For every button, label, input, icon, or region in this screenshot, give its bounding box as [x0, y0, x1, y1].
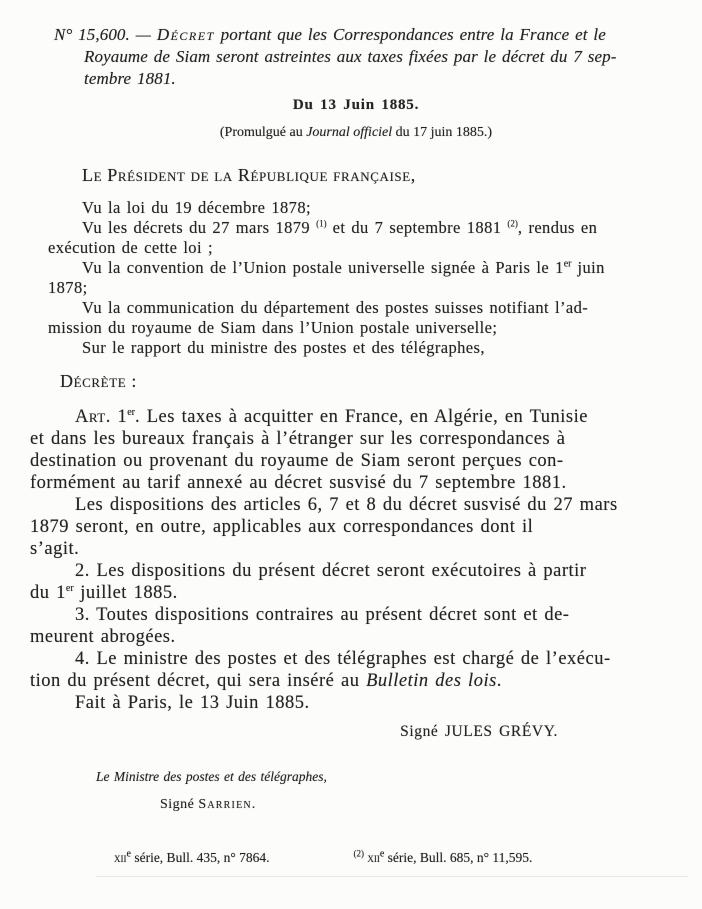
article-1-text-a: . Les taxes à acquitter en France, en Algérie, en Tunisie	[134, 407, 588, 427]
article-4-text-b: .	[496, 671, 502, 691]
vu-convention-line2: 1878;	[48, 278, 88, 297]
footnote-right-marker: (2)	[353, 848, 364, 859]
vu-law-1878: Vu la loi du 19 décembre 1878;	[82, 198, 311, 217]
ordinal-er-2: er	[127, 406, 135, 418]
fait-a-paris-line: Fait à Paris, le 13 Juin 1885.	[75, 693, 310, 713]
vu-decrees-text-b: et du 7 septembre 1881	[326, 218, 508, 237]
article-1-para2-line3: s’agit.	[30, 539, 80, 559]
footnote-left-sup: e	[126, 848, 131, 860]
vu-convention-text-a: Vu la convention de l’Union postale universelle signée à Paris le 1	[82, 258, 564, 277]
president-signature: Signé JULES GRÉVY.	[400, 723, 558, 740]
sur-le-rapport-line: Sur le rapport du ministre des postes et des télégraphes,	[82, 338, 485, 357]
journal-officiel-ref: Journal officiel	[306, 125, 393, 140]
minister-title-line: Le Ministre des postes et des télégraphes,	[96, 769, 327, 784]
minister-signature-prefix: Signé	[160, 797, 199, 812]
vu-decrees-text-a: Vu les décrets du 27 mars 1879	[82, 218, 317, 237]
decree-heading	[48, 24, 664, 90]
bulletin-des-lois-ref: Bulletin des lois	[366, 671, 497, 691]
decree-date: Du 13 Juin 1885.	[292, 97, 420, 113]
article-4-line2	[30, 670, 664, 692]
decree-label: Décret	[156, 25, 215, 44]
article-2-line1: 2. Les dispositions du présent décret seront exécutoires à partir	[75, 561, 587, 581]
vu-convention-text-b: juin	[571, 258, 605, 277]
promulgation-line	[48, 124, 664, 142]
decree-heading-line2: Royaume de Siam seront astreintes aux taxes fixées par le décret du 7 sep-	[84, 47, 617, 66]
articles-section	[30, 406, 664, 714]
vu-decrees-line1	[48, 218, 664, 238]
vu-communication-line1: Vu la communication du département des postes suisses notifiant l’ad-	[82, 298, 589, 317]
ordinal-er-1: er	[563, 258, 572, 270]
vu-decrees-line2: exécution de cette loi ;	[48, 238, 213, 257]
article-2-text-b: juillet 1885.	[73, 583, 178, 603]
footnote-right	[353, 849, 532, 866]
article-1-line4: formément au tarif annexé au décret susvisé du 7 septembre 1881.	[30, 473, 567, 493]
decree-number: N° 15,600. —	[54, 25, 157, 44]
ordinal-er-3: er	[65, 582, 74, 594]
footnote-left	[114, 849, 269, 866]
footnote-right-roman: xii	[363, 850, 380, 865]
footnote-left-text: série, Bull. 435, n° 7864.	[130, 850, 270, 865]
article-1-para2-line2: 1879 seront, en outre, applicables aux correspondances dont il	[30, 517, 534, 537]
article-4-text-a: tion du présent décret, qui sera inséré au	[30, 671, 367, 691]
article-1-line3: destination ou provenant du royaume de Siam seront perçues con-	[30, 451, 564, 471]
footnotes-row	[48, 849, 664, 866]
president-opening-line: Le Président de la République française,	[82, 165, 416, 185]
article-3-line1: 3. Toutes dispositions contraires au présent décret sont et de-	[75, 605, 570, 625]
article-2-line2	[30, 582, 664, 604]
vu-convention-line1	[48, 258, 664, 278]
article-1-label: Art. 1	[75, 407, 128, 427]
article-4-line1: 4. Le ministre des postes et des télégraphes est chargé de l’exécu-	[75, 649, 611, 669]
footnote-right-text: série, Bull. 685, n° 11,595.	[384, 850, 533, 865]
vu-communication-line2: mission du royaume de Siam dans l’Union postale universelle;	[48, 318, 498, 337]
footnote-ref-1: (1)	[316, 218, 327, 229]
footnote-left-roman: xii	[114, 850, 127, 865]
promulgation-prefix: (Promulgué au	[219, 125, 307, 140]
article-2-text-a: du 1	[30, 583, 66, 603]
decree-heading-rest: portant que les Correspondances entre la France et le	[214, 25, 606, 44]
article-3-line2: meurent abrogées.	[30, 627, 176, 647]
article-1-line2: et dans les bureaux français à l’étranger sur les correspondances à	[30, 429, 566, 449]
promulgation-suffix: du 17 juin 1885.)	[392, 125, 493, 140]
decrete-heading: Décrète :	[60, 371, 138, 391]
decree-heading-line1	[54, 24, 664, 46]
article-1-para2-line1: Les dispositions des articles 6, 7 et 8 du décret susvisé du 27 mars	[75, 495, 618, 515]
footnote-ref-2: (2)	[507, 218, 518, 229]
article-1-line1	[30, 406, 664, 428]
footnote-right-sup: e	[379, 848, 385, 860]
considerations-section	[48, 198, 664, 358]
minister-signature	[48, 796, 664, 813]
vu-decrees-text-c: , rendus en	[517, 218, 598, 237]
minister-signature-name: Sarrien.	[198, 797, 257, 812]
decree-heading-line3: tembre 1881.	[84, 69, 176, 88]
scan-divider-line	[96, 876, 688, 877]
